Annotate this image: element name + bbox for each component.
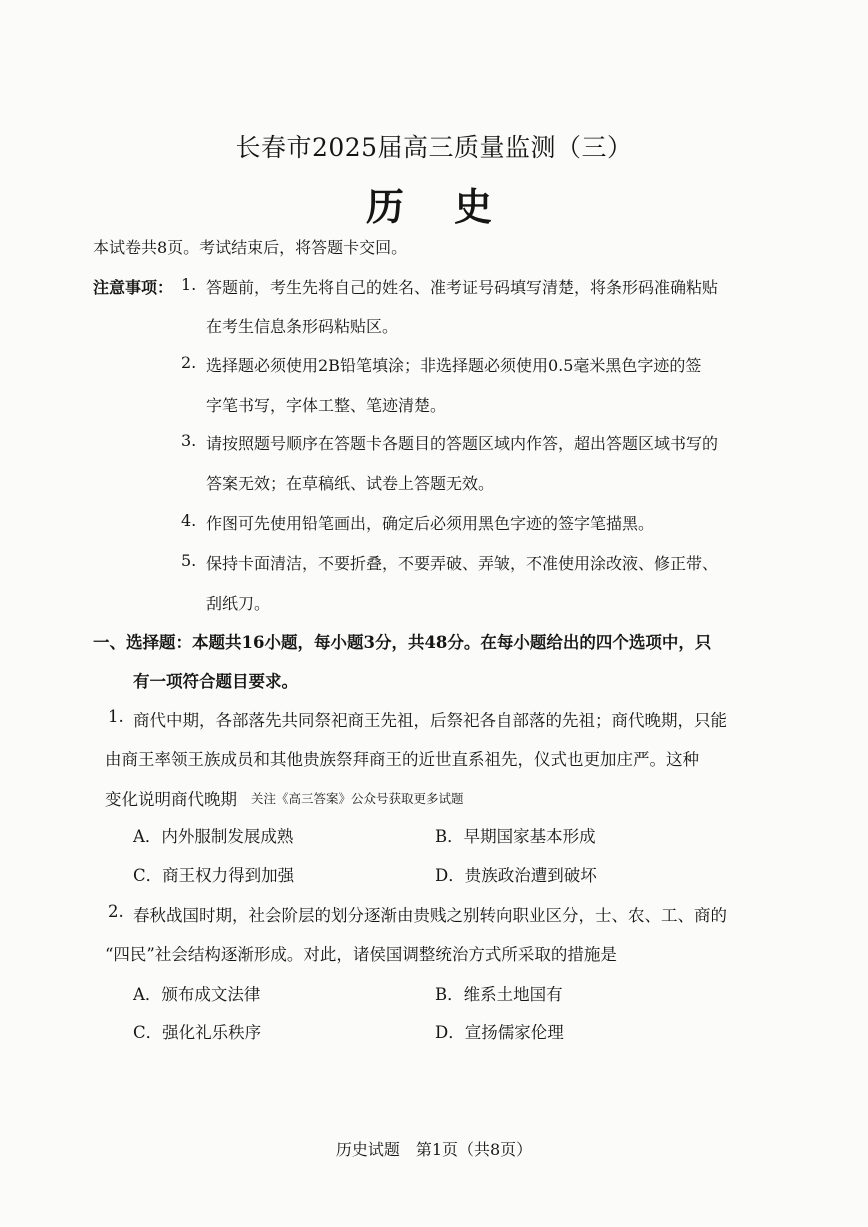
note-text: 字笔书写，字体工整、笔迹清楚。 <box>206 396 447 415</box>
page-footer: 历史试题 第1页（共8页） <box>335 1140 533 1159</box>
option-c: C．商王权力得到加强 <box>133 866 295 885</box>
note-text: 选择题必须使用2B铅笔填涂；非选择题必须使用0.5毫米黑色字迹的签 <box>206 356 702 375</box>
watermark-text: 关注《高三答案》公众号获取更多试题 <box>251 791 464 806</box>
option-a: A．内外服制发展成熟 <box>133 827 294 846</box>
exam-intro: 本试卷共8页。考试结束后，将答题卡交回。 <box>93 238 408 257</box>
question-number: 2. <box>108 902 124 921</box>
question-text: “四民”社会结构逐渐形成。对此，诸侯国调整统治方式所采取的措施是 <box>105 945 617 964</box>
note-text: 作图可先使用铅笔画出，确定后必须用黑色字迹的签字笔描黑。 <box>206 514 655 533</box>
exam-title: 长春市2025届高三质量监测（三） <box>235 133 633 162</box>
note-text: 在考生信息条形码粘贴区。 <box>206 317 399 336</box>
option-b: B．早期国家基本形成 <box>435 827 596 846</box>
question-text: 由商王率领王族成员和其他贵族祭拜商王的近世直系祖先，仪式也更加庄严。这种 <box>105 750 699 769</box>
option-c: C．强化礼乐秩序 <box>133 1023 262 1042</box>
note-number: 2. <box>181 353 197 372</box>
question-number: 1. <box>108 707 124 726</box>
subject-title: 历史 <box>365 184 542 229</box>
section-heading: 一、选择题：本题共16小题，每小题3分，共48分。在每小题给出的四个选项中，只 <box>93 633 712 652</box>
question-text: 春秋战国时期，社会阶层的划分逐渐由贵贱之别转向职业区分，士、农、工、商的 <box>133 906 727 925</box>
note-number: 4. <box>181 511 197 530</box>
note-text: 答题前，考生先将自己的姓名、准考证号码填写清楚，将条形码准确粘贴 <box>206 278 719 297</box>
question-text: 商代中期，各部落先共同祭祀商王先祖，后祭祀各自部落的先祖；商代晚期，只能 <box>133 711 727 730</box>
notes-label: 注意事项： <box>93 278 174 297</box>
option-a: A．颁布成文法律 <box>133 985 261 1004</box>
note-number: 3. <box>181 431 197 450</box>
option-b: B．维系土地国有 <box>435 985 563 1004</box>
note-text: 保持卡面清洁，不要折叠，不要弄破、弄皱，不准使用涂改液、修正带、 <box>206 554 719 573</box>
note-number: 1. <box>181 275 197 294</box>
note-number: 5. <box>181 551 197 570</box>
question-text: 变化说明商代晚期 <box>105 790 237 809</box>
note-text: 答案无效；在草稿纸、试卷上答题无效。 <box>206 474 495 493</box>
option-d: D．贵族政治遭到破坏 <box>435 866 597 885</box>
option-d: D．宣扬儒家伦理 <box>435 1023 564 1042</box>
section-heading-cont: 有一项符合题目要求。 <box>133 672 298 691</box>
note-text: 刮纸刀。 <box>206 594 271 613</box>
note-text: 请按照题号顺序在答题卡各题目的答题区域内作答，超出答题区域书写的 <box>206 434 719 453</box>
